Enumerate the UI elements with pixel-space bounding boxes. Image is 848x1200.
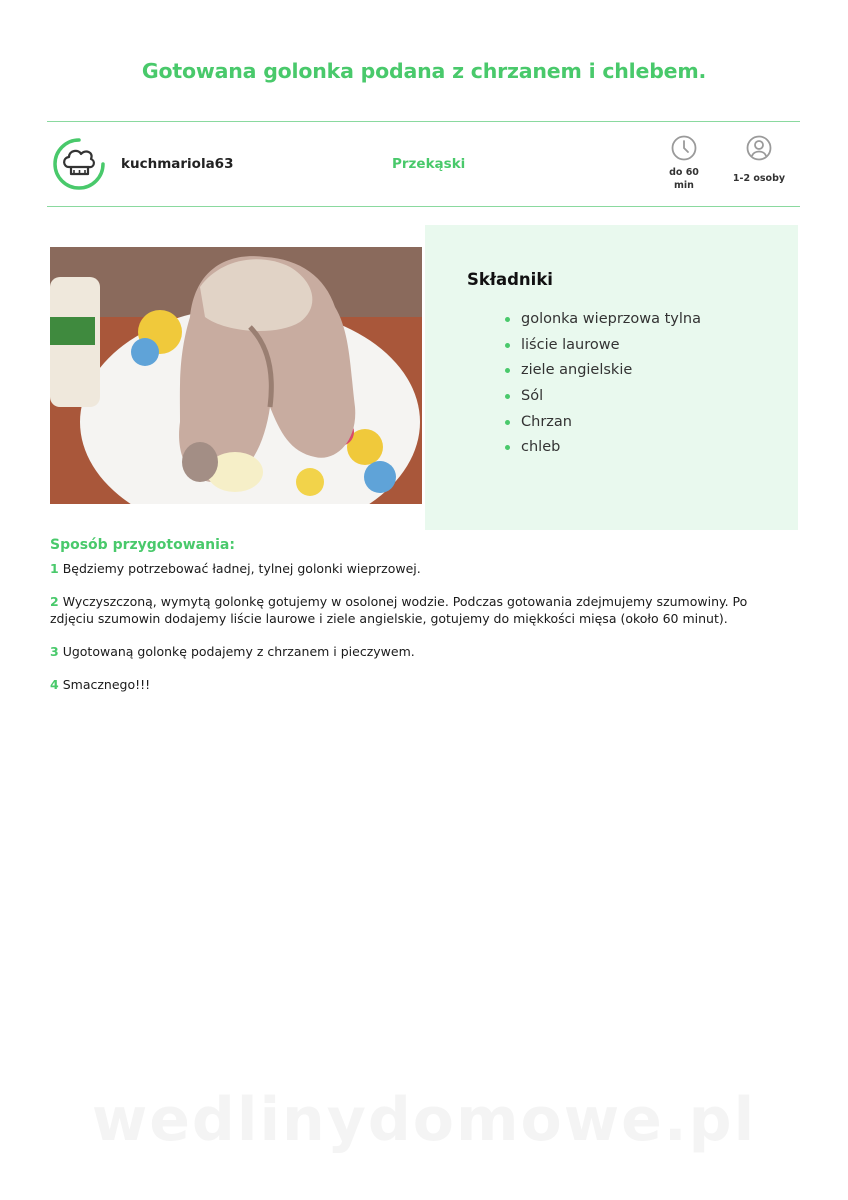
method-heading: Sposób przygotowania: [50, 537, 235, 553]
cook-time [664, 134, 704, 192]
method-steps [50, 560, 780, 709]
divider-top [47, 121, 800, 122]
step-text: Ugotowaną golonkę podajemy z chrzanem i pieczywem. [62, 644, 415, 659]
servings [729, 134, 789, 185]
ingredients-panel [425, 225, 798, 530]
ingredient-item: chleb [521, 437, 701, 463]
ingredient-item: golonka wieprzowa tylna [521, 309, 701, 335]
recipe-title: Gotowana golonka podana z chrzanem i chlebem. [141, 59, 707, 83]
ingredients-list [521, 309, 701, 463]
step-text: Smacznego!!! [62, 677, 151, 692]
step-text: Będziemy potrzebować ładnej, tylnej golonki wieprzowej. [62, 561, 421, 576]
site-watermark: wedlinydomowe.pl [91, 1085, 757, 1155]
method-step [50, 560, 780, 577]
recipe-photo [50, 247, 422, 504]
method-step [50, 676, 780, 693]
step-number: 3 [50, 644, 59, 659]
ingredient-item: liście laurowe [521, 335, 701, 361]
clock-icon [670, 134, 698, 162]
user-icon [745, 134, 773, 162]
divider-bottom [47, 206, 800, 207]
ingredient-item: Chrzan [521, 412, 701, 438]
ingredient-item: ziele angielskie [521, 360, 701, 386]
cook-time-unit: min [674, 180, 694, 191]
chef-hat-icon [52, 137, 106, 191]
step-number: 1 [50, 561, 59, 576]
method-step [50, 643, 780, 660]
step-number: 2 [50, 594, 59, 609]
method-step [50, 593, 780, 627]
ingredient-item: Sól [521, 386, 701, 412]
cook-time-value: do 60 [669, 167, 699, 178]
ingredients-heading: Składniki [467, 270, 553, 289]
recipe-category[interactable]: Przekąski [392, 156, 466, 172]
step-text: Wyczyszczoną, wymytą golonkę gotujemy w osolonej wodzie. Podczas gotowania zdejmujemy szumowiny. Po zdjęciu szumowin dodajemy liście laurowe i ziele angielskie, gotujemy do miękkości mięsa (około 60 minut). [50, 594, 748, 626]
step-number: 4 [50, 677, 59, 692]
author-name[interactable]: kuchmariola63 [121, 156, 234, 172]
servings-value: 1-2 osoby [732, 173, 786, 184]
